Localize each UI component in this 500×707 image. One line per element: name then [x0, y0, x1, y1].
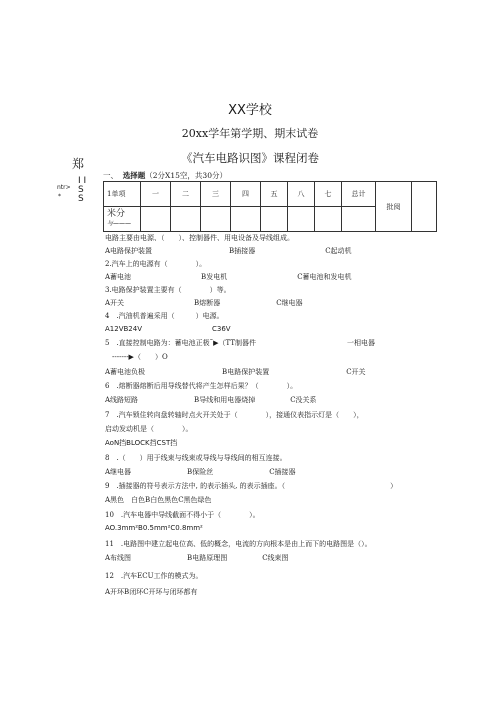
score-col-header: 一: [141, 182, 171, 207]
question-line: 8 .（ ）用于线束与线束或导线与导线间的相互连接。: [105, 454, 287, 462]
score-col-header: 总计: [342, 182, 376, 207]
score-cell[interactable]: [315, 207, 342, 232]
option-line: A电路保护装置 B插接器 C起动机: [105, 247, 352, 255]
score-label: 米分: [107, 209, 126, 219]
question-line: 3.电路保护装置主要有（ ）等。: [105, 286, 231, 294]
school-title: XX学校: [228, 103, 272, 118]
score-sub-label: 与———: [107, 220, 132, 227]
margin-note: ntr>: [57, 184, 71, 191]
question-line: 6 .熔断器熔断后用导线替代将产生怎样后果？（ ）。: [105, 382, 298, 390]
score-cell[interactable]: [171, 207, 201, 232]
score-col-header: 五: [261, 182, 288, 207]
score-cell[interactable]: [201, 207, 231, 232]
question-line: 4 .汽油机普遍采用（ ）电源。: [105, 312, 224, 320]
score-col-header: 七: [315, 182, 342, 207]
score-cell[interactable]: [231, 207, 261, 232]
section-detail: （2分X15空，共30分）: [145, 171, 227, 180]
option-line: A蓄电池 B发电机 C蓄电池和发电机: [105, 273, 352, 281]
reviewer-blank-cell[interactable]: [412, 182, 437, 232]
question-line: -------▶（ ）O: [105, 353, 168, 361]
score-cell[interactable]: [288, 207, 315, 232]
score-col-header: 三: [201, 182, 231, 207]
option-line: AO.3mm²B0.5mm²C0.8mm²: [105, 524, 203, 532]
course-title: 《汽车电路识图》课程闭卷: [181, 151, 319, 165]
option-line: A12VB24V C36V: [105, 325, 231, 333]
score-col-header: 二: [171, 182, 201, 207]
option-line: A开关 B熔断器 C继电器: [105, 299, 303, 307]
question-line: 电路主要由电源、（ ）、控制器件、用电设备及导线组成。: [105, 234, 294, 242]
section-title: 选择题: [122, 171, 146, 180]
option-line: A蓄电池负极 B电路保护装置 C开关: [105, 368, 366, 376]
question-line: 2.汽车上的电源有（ ）。: [105, 260, 207, 268]
reviewer-cell: 批阅: [376, 182, 412, 232]
question-line: 12 .汽车ECU工作的模式为。: [105, 572, 203, 580]
section-number: 一、: [103, 171, 118, 180]
score-cell[interactable]: [141, 207, 171, 232]
score-col-header: 八: [288, 182, 315, 207]
score-col-header: 四: [231, 182, 261, 207]
option-line: A黑色 白色B白色黑色C黑色绿色: [105, 496, 212, 504]
margin-character: 郑: [72, 157, 85, 171]
option-line: A继电器 B保险丝 C插接器: [105, 468, 296, 476]
question-line: 11 .电路图中建立起电位高、低的概念，电流的方向根本是由上而下的电路图是（）。: [105, 540, 372, 548]
section-heading: [103, 170, 227, 181]
score-table: [103, 181, 437, 232]
score-cell[interactable]: [342, 207, 376, 232]
exam-term-title: 20xx学年第学期、期末试卷: [181, 127, 319, 140]
score-cell[interactable]: [261, 207, 288, 232]
margin-mark: S: [78, 194, 84, 204]
option-line: AoN挡BLOCK挡CST挡: [105, 439, 178, 447]
score-col-label: 1单项: [104, 182, 141, 207]
score-row-label: [104, 207, 141, 232]
margin-mark: S: [78, 185, 84, 195]
question-line: 10 .汽车电器中导线截面不得小于（ ）。: [105, 511, 260, 519]
question-line: 7 .汽车锁住转向盘转轴时点火开关处于（ ），接通仪表指示灯是（ ），: [105, 411, 364, 419]
option-line: A线路短路 B导线和用电器烧掉 C没关系: [105, 396, 317, 404]
question-line: 5 .直接控制电路为：蓄电池正极˜▶（TT制器件 一相电器: [105, 339, 376, 347]
option-line: A开环B闭环C开环与闭环都有: [105, 588, 198, 596]
option-line: A布线图 B电路原理图 C线束图: [105, 554, 289, 562]
question-line: 9 .插接器的符号表示方法中, 的表示插头, 的表示插座。（ ）: [105, 482, 398, 490]
question-line: 启动发动机是（ ）。: [105, 425, 193, 433]
margin-mark: I I: [78, 176, 87, 186]
margin-note: *: [58, 193, 61, 200]
